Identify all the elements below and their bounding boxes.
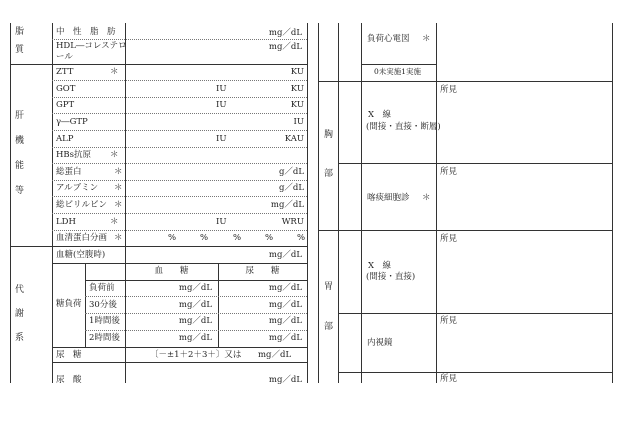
percent-mark-2: % [200, 233, 209, 243]
ecg-option: 0未実施1実施 [374, 67, 422, 76]
row-unit-urine-sugar: mg／dL [258, 350, 292, 360]
row-label-uric-acid: 尿 酸 [56, 375, 82, 385]
load-row-label-1h: 1時間後 [89, 316, 120, 326]
row-mid-ldh: IU [216, 217, 227, 227]
row-unit-ggtp: IU [293, 117, 304, 127]
row-label-ztt: ZTT [56, 67, 74, 77]
row-label-urine-sugar: 尿 糖 [56, 350, 82, 360]
percent-mark-4: % [265, 233, 274, 243]
chest-xray-methods: (間接・直接・断層) [366, 122, 441, 132]
row-label-triglyceride: 中 性 脂 肪 [56, 27, 116, 37]
group-lipid-char-2: 質 [15, 45, 25, 55]
row-mark-ztt: ＊ [110, 67, 119, 77]
load-row-unit2-before: mg／dL [268, 283, 302, 293]
row-label-hbs: HBs抗原 [56, 150, 92, 160]
row-label-total-protein: 総蛋白 [56, 167, 82, 177]
group-metabolism-char-3: 系 [15, 333, 25, 343]
row-unit-gpt: KU [290, 100, 304, 110]
row-unit-uric-acid: mg／dL [268, 375, 302, 385]
row-unit-total-protein: g／dL [278, 167, 304, 177]
endoscopy-finding: 所見 [440, 316, 458, 326]
sputum-mark: ＊ [422, 193, 431, 203]
row-unit-got: KU [290, 84, 304, 94]
load-row-unit1-30min: mg／dL [178, 300, 212, 310]
row-label-fasting-glucose: 血糖(空腹時) [56, 250, 106, 260]
load-row-unit2-1h: mg／dL [268, 316, 302, 326]
row-mark-protein-fraction: ＊ [114, 233, 123, 243]
ecg-mark: ＊ [422, 34, 431, 44]
row-unit-ztt: KU [290, 67, 304, 77]
row-mark-ldh: ＊ [110, 217, 119, 227]
row-mark-total-protein: ＊ [114, 167, 123, 177]
row-mid-gpt: IU [216, 100, 227, 110]
group-stomach-char-1: 胃 [324, 282, 334, 292]
row-mid-got: IU [216, 84, 227, 94]
group-chest-char-2: 部 [324, 169, 334, 179]
row-label-glucose-load: 糖負荷 [56, 299, 82, 309]
load-row-unit2-2h: mg／dL [268, 333, 302, 343]
stomach-xray-label: X 線 [368, 261, 392, 271]
row-label-ldh: LDH [56, 217, 76, 227]
percent-mark-3: % [233, 233, 242, 243]
sputum-label: 喀痰細胞診 [367, 193, 410, 203]
load-row-label-before: 負荷前 [89, 283, 115, 293]
group-liver-char-4: 等 [15, 186, 25, 196]
percent-mark-5: % [297, 233, 306, 243]
row-label-bilirubin: 総ビリルビン [56, 200, 108, 210]
group-metabolism-char-2: 謝 [15, 309, 25, 319]
row-mark-bilirubin: ＊ [114, 200, 123, 210]
group-liver-char-3: 能 [15, 161, 25, 171]
row-label-hdl: HDL―コレステロ [56, 41, 127, 51]
row-value-urine-sugar: 〔－±1＋2＋3＋〕又は [150, 350, 242, 360]
row-label-albumin: アルブミン [56, 183, 99, 193]
load-row-label-30min: 30分後 [89, 300, 117, 310]
col-header-blood-sugar: 血 糖 [154, 266, 189, 276]
load-row-unit1-2h: mg／dL [178, 333, 212, 343]
load-row-unit1-before: mg／dL [178, 283, 212, 293]
group-chest-char-1: 胸 [324, 130, 334, 140]
endoscopy-label: 内視鏡 [367, 338, 393, 348]
chest-xray-finding: 所見 [440, 85, 458, 95]
group-lipid-char-1: 脂 [15, 27, 25, 37]
group-metabolism-char-1: 代 [15, 285, 25, 295]
load-row-unit1-1h: mg／dL [178, 316, 212, 326]
row-label-protein-fraction: 血清蛋白分画 [56, 233, 108, 243]
chest-xray-label: X 線 [368, 110, 392, 120]
stomach-xray-finding: 所見 [440, 234, 458, 244]
row-mark-hbs: ＊ [110, 150, 119, 160]
row-label-alp: ALP [56, 134, 74, 144]
row-unit-ldh: WRU [281, 217, 304, 227]
load-row-unit2-30min: mg／dL [268, 300, 302, 310]
ecg-label: 負荷心電図 [367, 34, 410, 44]
row-label-got: GOT [56, 84, 76, 94]
stomach-xray-methods: (間接・直接) [366, 272, 416, 282]
row-unit-fasting-glucose: mg／dL [268, 250, 302, 260]
extra-finding: 所見 [440, 374, 458, 384]
row-mark-albumin: ＊ [114, 183, 123, 193]
row-unit-hdl: mg／dL [268, 42, 302, 52]
percent-mark-1: % [168, 233, 177, 243]
row-unit-alp: KAU [284, 134, 304, 144]
group-liver-char-1: 肝 [15, 111, 25, 121]
row-label-ggtp: γ―GTP [56, 117, 88, 127]
row-mid-alp: IU [216, 134, 227, 144]
row-label-gpt: GPT [56, 100, 75, 110]
sputum-finding: 所見 [440, 167, 458, 177]
col-header-urine-sugar: 尿 糖 [245, 266, 280, 276]
row-unit-triglyceride: mg／dL [268, 28, 302, 38]
row-label-hdl-cont: ール [56, 52, 73, 62]
group-stomach-char-2: 部 [324, 322, 334, 332]
row-unit-albumin: g／dL [278, 183, 304, 193]
load-row-label-2h: 2時間後 [89, 333, 120, 343]
group-liver-char-2: 機 [15, 136, 25, 146]
row-unit-bilirubin: mg／dL [270, 200, 304, 210]
